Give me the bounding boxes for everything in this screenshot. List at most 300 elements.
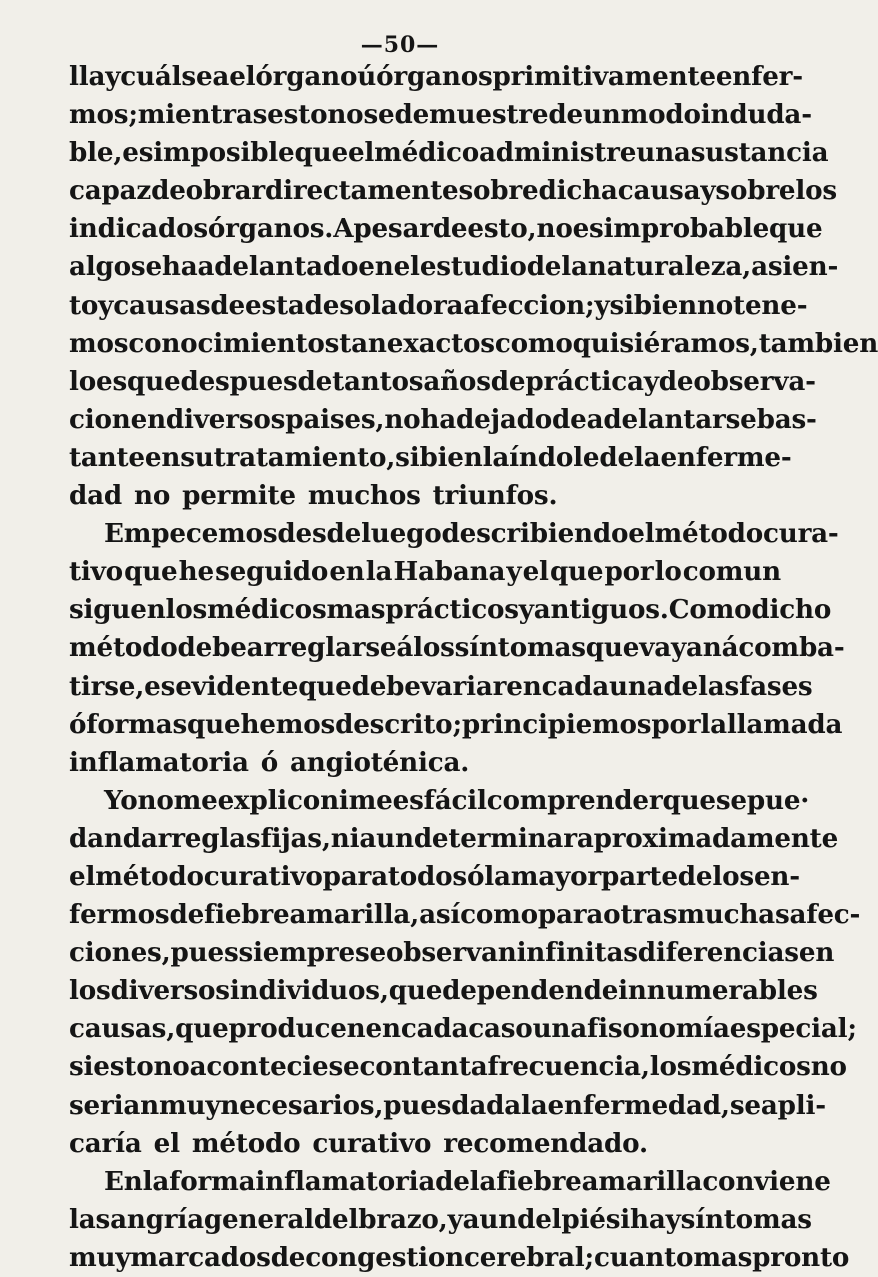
word: tantos: [332, 365, 424, 397]
word: Empecemos: [104, 518, 278, 550]
word: fases: [739, 670, 813, 702]
word: de: [151, 175, 186, 207]
word: se: [363, 99, 395, 131]
word: y: [506, 556, 522, 588]
word: variar: [420, 670, 507, 702]
word: siguen: [69, 594, 166, 626]
word: la: [700, 708, 727, 740]
word: curativo: [203, 860, 323, 892]
word: la: [561, 251, 588, 283]
text-line: [69, 1125, 781, 1163]
word: la: [69, 1203, 96, 1235]
word: comun: [682, 556, 781, 588]
text-line: [69, 1010, 857, 1048]
word: amarilla,: [289, 899, 420, 931]
text-line: [69, 96, 812, 134]
word: explico: [217, 784, 321, 816]
word: que: [175, 1013, 229, 1045]
word: de: [526, 251, 562, 283]
word: imposible: [153, 137, 295, 169]
word: en: [506, 670, 542, 702]
word: tivo: [69, 556, 123, 588]
word: ha: [420, 403, 457, 435]
word: dependen: [442, 975, 584, 1007]
word: y: [447, 1203, 463, 1235]
word: dada: [451, 1089, 521, 1121]
word: á: [396, 632, 414, 664]
word: despues: [180, 365, 298, 397]
word: médicos: [207, 594, 327, 626]
word: necesarios,: [220, 1089, 384, 1121]
word: congestion: [305, 1241, 464, 1273]
word: ó: [260, 746, 279, 778]
word: órganos: [376, 61, 493, 92]
text-line: [69, 363, 816, 401]
word: y: [98, 289, 114, 321]
word: fijas,: [260, 822, 331, 854]
word: formas: [86, 708, 188, 740]
word: todos: [387, 860, 467, 892]
text-line: [69, 782, 810, 820]
text-line: [69, 134, 829, 172]
word: mas: [326, 594, 386, 626]
word: principiemos: [461, 708, 652, 740]
word: inflamatoria: [69, 746, 249, 778]
text-line: [69, 858, 800, 896]
word: es: [144, 670, 176, 702]
word: esto,: [467, 213, 537, 245]
word: describiendo: [441, 518, 629, 550]
word: si: [605, 1203, 631, 1235]
word: muy: [69, 1241, 131, 1273]
word: causa: [617, 175, 701, 207]
word: tanta: [411, 1051, 488, 1083]
word: pesar: [353, 213, 433, 245]
word: paises,: [285, 403, 385, 435]
word: observa-: [693, 365, 816, 397]
word: que: [549, 556, 604, 588]
word: descrito;: [335, 708, 462, 740]
word: como: [460, 899, 538, 931]
word: el: [628, 518, 655, 550]
word: mos: [69, 327, 129, 359]
word: en: [144, 441, 181, 473]
word: método: [654, 518, 763, 550]
word: ni: [330, 822, 360, 854]
word: permite: [182, 480, 296, 512]
word: el: [229, 61, 256, 92]
word: administre: [479, 137, 637, 169]
word: tante: [69, 441, 145, 473]
word: del: [517, 1203, 562, 1235]
word: obrar: [185, 175, 265, 207]
word: se: [715, 784, 747, 816]
word: adelantarse: [586, 403, 757, 435]
word: ó: [466, 860, 485, 892]
word: enfermedad,: [547, 1089, 730, 1121]
word: tirse,: [69, 670, 145, 702]
page-number: —50—: [360, 32, 440, 58]
word: prácticos: [385, 594, 519, 626]
word: pié: [561, 1203, 606, 1235]
text-line: [69, 668, 813, 706]
word: de: [548, 99, 583, 131]
word: médico: [374, 137, 479, 169]
word: de: [658, 365, 694, 397]
word: bien: [633, 289, 697, 321]
word: y: [594, 289, 610, 321]
word: mos;: [69, 99, 138, 131]
word: esta: [245, 289, 305, 321]
word: una: [608, 670, 664, 702]
word: la: [520, 1089, 548, 1121]
word: en: [358, 251, 394, 283]
word: enferme-: [660, 441, 792, 473]
word: capaz: [69, 175, 152, 207]
word: indicados: [69, 213, 208, 245]
word: parte: [600, 860, 678, 892]
word: lo: [69, 365, 97, 397]
word: sobre: [715, 175, 796, 207]
word: se: [130, 251, 162, 283]
word: á: [721, 632, 739, 664]
word: si: [69, 1051, 94, 1083]
text-line: [69, 477, 781, 515]
text-line: [69, 287, 808, 325]
word: el: [393, 251, 420, 283]
word: antiguos.: [533, 594, 669, 626]
word: y: [518, 594, 534, 626]
word: he: [178, 556, 214, 588]
word: debe: [177, 632, 247, 664]
word: brazo,: [358, 1203, 448, 1235]
text-line: [69, 401, 817, 439]
word: naturaleza,: [587, 251, 752, 283]
word: en: [365, 1013, 401, 1045]
body-text: [69, 58, 878, 1277]
text-line: [69, 1239, 850, 1277]
word: que: [769, 213, 823, 245]
word: sea: [181, 61, 230, 92]
word: quisiéramos,: [572, 327, 759, 359]
word: una: [532, 1013, 588, 1045]
word: amarilla: [581, 1165, 703, 1197]
word: se: [354, 937, 386, 969]
word: con: [359, 1051, 412, 1083]
word: dad: [69, 480, 122, 512]
word: no: [696, 289, 734, 321]
word: como: [494, 327, 573, 359]
word: el: [153, 1127, 180, 1159]
word: arreglarse: [246, 632, 397, 664]
word: directamente: [265, 175, 459, 207]
word: producen: [228, 1013, 366, 1045]
word: no: [384, 403, 421, 435]
word: comba-: [738, 632, 845, 664]
word: conviene: [702, 1165, 831, 1197]
text-line: [69, 896, 861, 934]
word: desde: [277, 518, 362, 550]
word: de: [677, 860, 713, 892]
word: recomendado.: [443, 1127, 648, 1159]
word: Como: [668, 594, 752, 626]
word: enfer-: [715, 61, 803, 92]
word: método: [69, 632, 178, 664]
word: otras: [603, 899, 678, 931]
text-line: [69, 706, 843, 744]
word: A: [333, 213, 354, 245]
word: me: [348, 784, 393, 816]
word: no: [153, 1051, 190, 1083]
word: en: [798, 937, 835, 969]
word: mas: [693, 1241, 753, 1273]
word: fermos: [69, 899, 170, 931]
word: desoladora: [304, 289, 464, 321]
word: de: [297, 365, 333, 397]
word: conocimientos: [128, 327, 340, 359]
text-line: [69, 934, 835, 972]
word: años: [423, 365, 491, 397]
word: cura-: [762, 518, 839, 550]
word: induda-: [700, 99, 812, 131]
word: de: [599, 441, 634, 473]
word: que: [124, 556, 178, 588]
word: que: [298, 670, 352, 702]
word: pue·: [746, 784, 810, 816]
word: hay: [630, 1203, 681, 1235]
word: vayan: [639, 632, 722, 664]
word: de: [435, 1165, 470, 1197]
word: observan: [385, 937, 517, 969]
word: se: [729, 1089, 761, 1121]
word: pues: [170, 937, 239, 969]
word: pues: [383, 1089, 452, 1121]
word: fácil: [423, 784, 487, 816]
text-line: [69, 248, 839, 286]
word: no: [137, 784, 174, 816]
word: lo: [654, 556, 682, 588]
word: algo: [69, 251, 131, 283]
word: aun: [462, 1203, 518, 1235]
word: síntomas: [680, 1203, 812, 1235]
word: dar: [122, 822, 172, 854]
word: no: [134, 480, 171, 512]
word: es: [122, 137, 154, 169]
word: es: [392, 784, 424, 816]
word: fiebre: [204, 899, 290, 931]
word: reglas: [171, 822, 261, 854]
word: sangría: [95, 1203, 204, 1235]
word: cerebral;: [463, 1241, 594, 1273]
text-line: [69, 515, 839, 553]
word: general: [203, 1203, 314, 1235]
word: de: [210, 289, 245, 321]
word: es: [572, 213, 604, 245]
word: cuál: [120, 61, 182, 92]
word: innumerables: [618, 975, 818, 1007]
word: siempre: [238, 937, 355, 969]
word: tratamiento,: [213, 441, 396, 473]
word: modo: [620, 99, 701, 131]
word: la: [482, 441, 510, 473]
word: de: [432, 213, 468, 245]
word: de: [552, 403, 587, 435]
word: que: [187, 708, 241, 740]
word: fiebre: [496, 1165, 582, 1197]
word: ó: [69, 708, 87, 740]
word: los: [712, 860, 754, 892]
word: muy: [158, 1089, 221, 1121]
word: Habana: [393, 556, 506, 588]
word: en: [130, 403, 166, 435]
word: cada: [541, 670, 609, 702]
word: es: [96, 365, 128, 397]
text-line: [69, 325, 878, 363]
word: práctica: [525, 365, 644, 397]
word: órganos.: [207, 213, 334, 245]
word: sobre: [458, 175, 539, 207]
word: muchas: [677, 899, 790, 931]
word: curativo: [312, 1127, 432, 1159]
word: esto: [93, 1051, 154, 1083]
text-line: [69, 1087, 826, 1125]
word: la: [142, 1165, 170, 1197]
word: bas-: [756, 403, 817, 435]
word: individuos,: [229, 975, 389, 1007]
word: caría: [69, 1127, 142, 1159]
word: to: [69, 289, 99, 321]
word: sustancia: [690, 137, 829, 169]
word: llamada: [726, 708, 843, 740]
word: Yo: [104, 784, 138, 816]
word: infinitas: [516, 937, 638, 969]
word: índole: [509, 441, 600, 473]
word: aun: [359, 822, 414, 854]
word: cuanto: [593, 1241, 694, 1273]
word: los: [165, 594, 208, 626]
word: caso: [468, 1013, 533, 1045]
word: de: [583, 975, 619, 1007]
word: determinar: [413, 822, 577, 854]
word: y: [105, 61, 121, 92]
word: estudio: [419, 251, 527, 283]
text-line: [69, 629, 845, 667]
word: bien: [419, 441, 483, 473]
word: tan: [339, 327, 387, 359]
word: angioténica.: [290, 746, 470, 778]
word: cion: [69, 403, 131, 435]
word: improbable: [603, 213, 770, 245]
word: la: [469, 1165, 497, 1197]
word: los: [69, 975, 111, 1007]
word: mayor: [510, 860, 601, 892]
text-line: [69, 172, 837, 210]
word: que: [388, 975, 443, 1007]
word: el: [522, 556, 549, 588]
word: frecuencia,: [487, 1051, 650, 1083]
word: pronto: [752, 1241, 850, 1273]
word: así: [419, 899, 461, 931]
text-line: [69, 744, 781, 782]
word: dejado: [456, 403, 553, 435]
word: dicho: [751, 594, 832, 626]
word: que: [585, 632, 640, 664]
word: que: [127, 365, 181, 397]
word: de: [270, 1241, 306, 1273]
word: apli-: [760, 1089, 826, 1121]
word: forma: [169, 1165, 256, 1197]
word: los: [649, 1051, 692, 1083]
text-line: [69, 1201, 812, 1239]
word: evidente: [175, 670, 299, 702]
word: inflamatoria: [255, 1165, 436, 1197]
word: por: [604, 556, 654, 588]
text-line: [69, 210, 823, 248]
word: su: [180, 441, 214, 473]
word: diferencias: [637, 937, 799, 969]
text-line: [69, 820, 839, 858]
word: diversos: [110, 975, 230, 1007]
word: del: [313, 1203, 359, 1235]
word: los: [795, 175, 837, 207]
word: dan: [69, 822, 123, 854]
word: no: [536, 213, 573, 245]
word: ha: [161, 251, 198, 283]
text-line: [69, 591, 832, 629]
word: un: [582, 99, 621, 131]
text-line: [69, 439, 792, 477]
word: la: [633, 441, 661, 473]
word: fisonomía: [587, 1013, 730, 1045]
word: que: [294, 137, 348, 169]
word: luego: [361, 518, 442, 550]
word: los: [413, 632, 455, 664]
word: de: [663, 670, 699, 702]
word: diversos: [165, 403, 286, 435]
word: asien-: [751, 251, 839, 283]
word: aconteciese: [189, 1051, 360, 1083]
word: especial;: [729, 1013, 857, 1045]
word: no: [810, 1051, 847, 1083]
word: el: [69, 860, 96, 892]
word: y: [700, 175, 716, 207]
word: esto: [267, 99, 328, 131]
word: me: [173, 784, 218, 816]
word: muchos: [307, 480, 421, 512]
word: síntomas: [454, 632, 586, 664]
word: para: [537, 899, 604, 931]
word: ble,: [69, 137, 123, 169]
word: debe: [351, 670, 421, 702]
word: adelantado: [197, 251, 359, 283]
word: causas,: [69, 1013, 176, 1045]
word: comprender: [486, 784, 663, 816]
text-line: [69, 553, 781, 591]
word: si: [395, 441, 420, 473]
word: ciones,: [69, 937, 171, 969]
word: lla: [69, 61, 106, 92]
text-line: [69, 1163, 831, 1201]
word: afec-: [789, 899, 861, 931]
word: la: [365, 556, 393, 588]
word: si: [609, 289, 634, 321]
word: cada: [400, 1013, 469, 1045]
word: En: [104, 1165, 143, 1197]
word: hemos: [240, 708, 336, 740]
word: método: [191, 1127, 301, 1159]
word: dicha: [538, 175, 618, 207]
text-line: [69, 1048, 847, 1086]
